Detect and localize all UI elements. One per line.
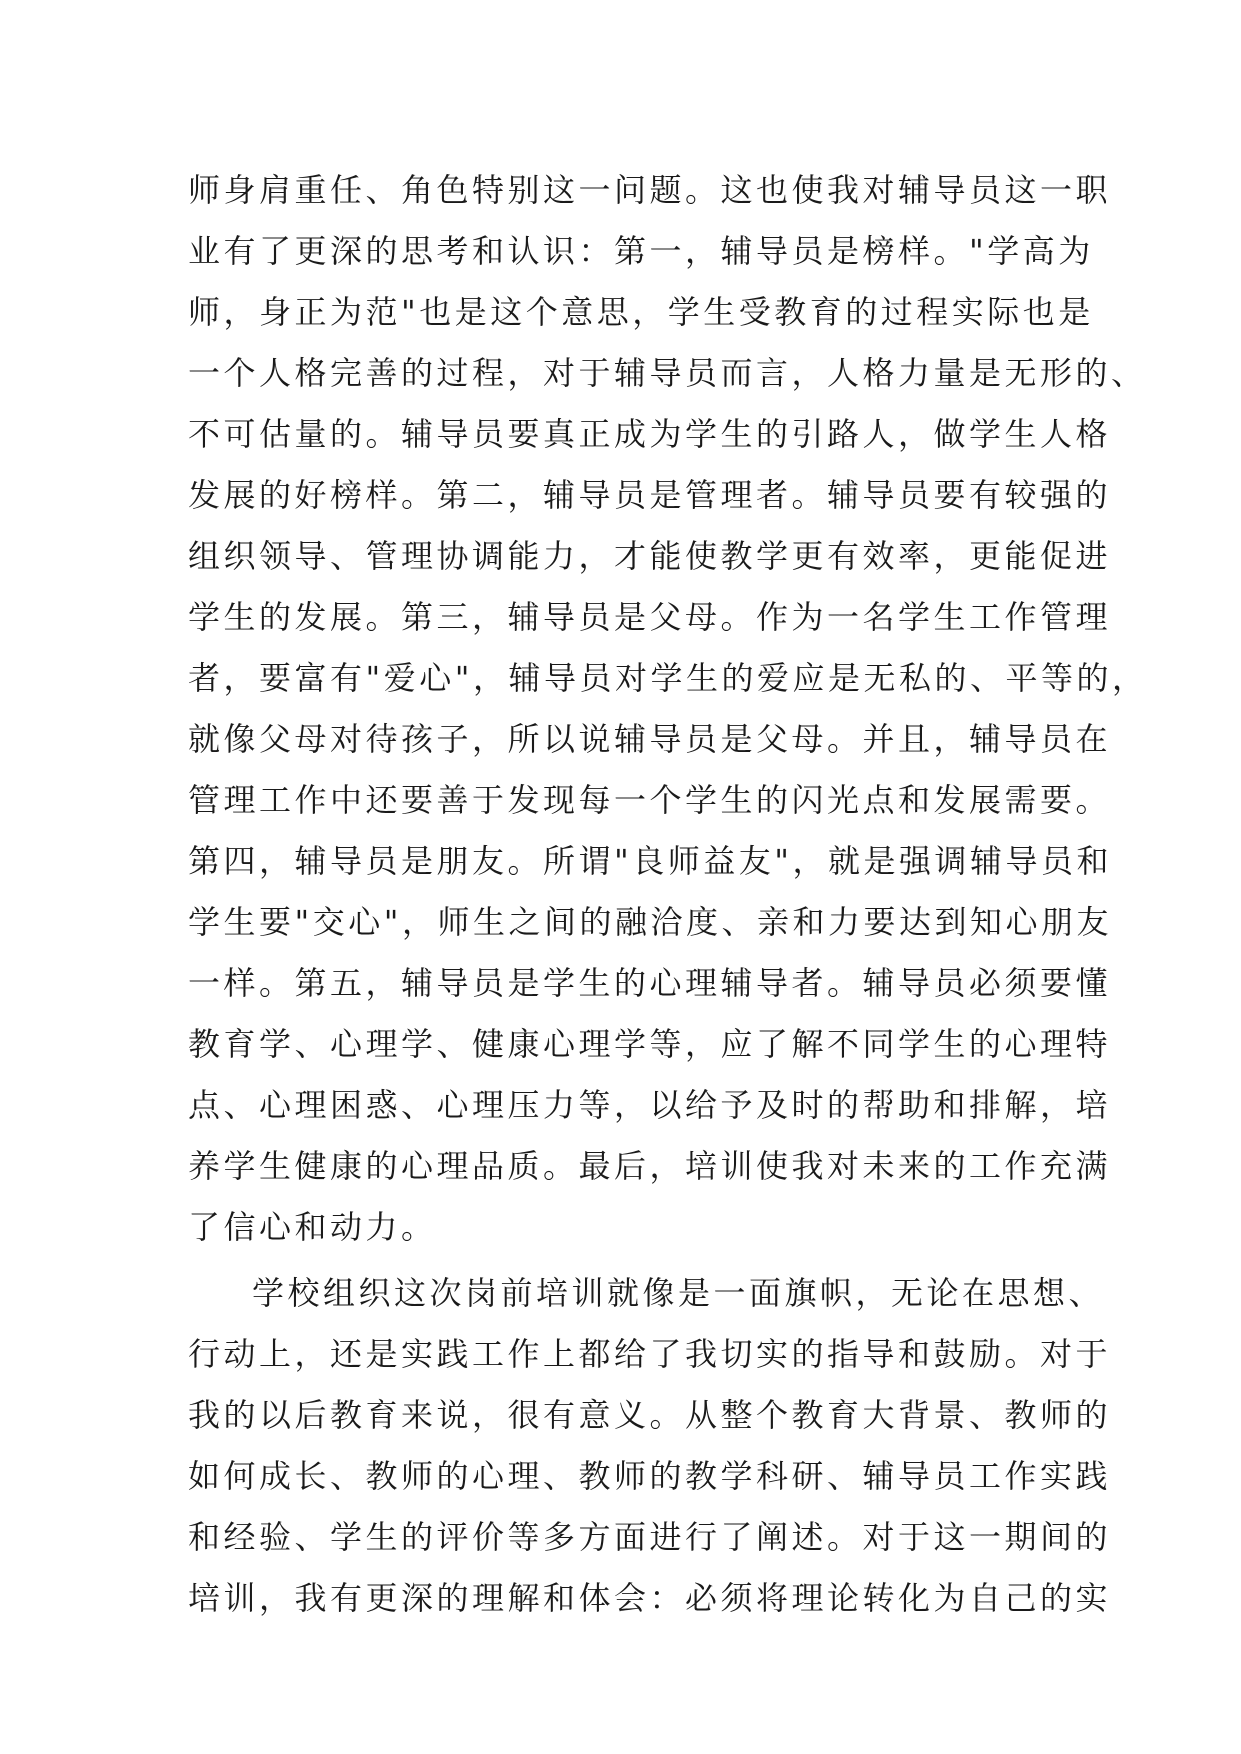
paragraph-line: 了信心和动力。 [188,1208,437,1246]
paragraph-line: 一样。第五，辅导员是学生的心理辅导者。辅导员必须要懂 [188,964,1112,1002]
paragraph-line: 行动上，还是实践工作上都给了我切实的指导和鼓励。对于 [188,1335,1112,1373]
paragraph-line: 不可估量的。辅导员要真正成为学生的引路人，做学生人格 [188,415,1112,453]
paragraph-2 [188,1263,1112,1629]
paragraph-line: 发展的好榜样。第二，辅导员是管理者。辅导员要有较强的 [188,476,1112,514]
paragraph-1 [188,160,1148,1258]
paragraph-line: 师身肩重任、角色特别这一问题。这也使我对辅导员这一职 [188,171,1112,209]
paragraph-line: 就像父母对待孩子，所以说辅导员是父母。并且，辅导员在 [188,720,1112,758]
paragraph-line: 学生的发展。第三，辅导员是父母。作为一名学生工作管理 [188,598,1112,636]
paragraph-line: 者，要富有"爱心"，辅导员对学生的爱应是无私的、平等的， [188,659,1148,697]
paragraph-line: 学校组织这次岗前培训就像是一面旗帜，无论在思想、 [252,1274,1105,1312]
paragraph-line: 师，身正为范"也是这个意思，学生受教育的过程实际也是 [188,293,1094,331]
paragraph-line: 业有了更深的思考和认识：第一，辅导员是榜样。"学高为 [188,232,1094,270]
paragraph-line: 我的以后教育来说，很有意义。从整个教育大背景、教师的 [188,1396,1112,1434]
paragraph-line: 组织领导、管理协调能力，才能使教学更有效率，更能促进 [188,537,1112,575]
paragraph-line: 和经验、学生的评价等多方面进行了阐述。对于这一期间的 [188,1518,1112,1556]
paragraph-line: 如何成长、教师的心理、教师的教学科研、辅导员工作实践 [188,1457,1112,1495]
paragraph-line: 管理工作中还要善于发现每一个学生的闪光点和发展需要。 [188,781,1112,819]
paragraph-line: 学生要"交心"，师生之间的融洽度、亲和力要达到知心朋友 [188,903,1112,941]
paragraph-line: 一个人格完善的过程，对于辅导员而言，人格力量是无形的、 [188,354,1147,392]
paragraph-line: 点、心理困惑、心理压力等，以给予及时的帮助和排解，培 [188,1086,1112,1124]
paragraph-line: 第四，辅导员是朋友。所谓"良师益友"，就是强调辅导员和 [188,842,1112,880]
paragraph-line: 教育学、心理学、健康心理学等，应了解不同学生的心理特 [188,1025,1112,1063]
paragraph-line: 养学生健康的心理品质。最后，培训使我对未来的工作充满 [188,1147,1112,1185]
paragraph-line: 培训，我有更深的理解和体会：必须将理论转化为自己的实 [188,1579,1112,1617]
document-body [188,160,1148,1629]
